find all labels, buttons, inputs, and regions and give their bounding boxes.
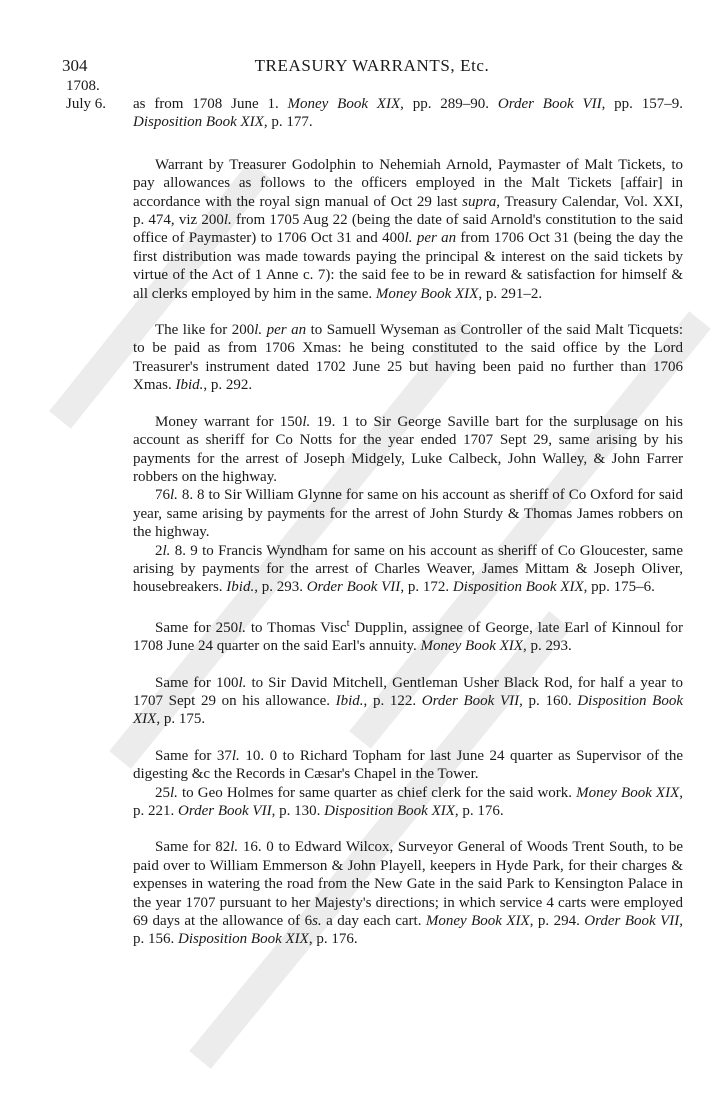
paragraph-warrant-arnold: Warrant by Treasurer Godolphin to Nehemiah Arnold, Paymaster of Malt Tickets, to pay allowances as follows to the officers employed in the Malt Tickets [affair] in accordance with the royal sign manual of Oct 29 last supra, Treasury Calendar, Vol. XXI, p. 474, viz 200l. from 1705 Aug 22 (being the date of said Arnold's constitution to the said office of Paymaster) to 1706 Oct 31 and 400l. per an from 1706 Oct 31 (being the day the first distribution was made towards paying the principal & interest on the said tickets by virtue of the Act of 1 Anne c. 7): the said fee to be in reward & satisfaction for himself & all clerks employed by him in the same. Money Book XIX, p. 291–2.: [133, 156, 683, 302]
paragraph-saville: Money warrant for 150l. 19. 1 to Sir George Saville bart for the surplusage on his account as sheriff for Co Notts for the year ended 1707 Sept 29, same arising by his payments for the arrest of Joseph Midgely, Luke Calbeck, John Walley, & John Farrer robbers on the highway.: [133, 413, 684, 485]
paragraph-continuation: as from 1708 June 1. Money Book XIX, pp. 289–90. Order Book VII, pp. 157–9. Disposition Book XIX, p. 177.: [133, 96, 684, 131]
paragraph-wyndham: 2l. 8. 9 to Francis Wyndham for same on his account as sheriff of Co Gloucester, same arising by payments for the arrest of Charles Weaver, James Mittam & Joseph Oliver, housebreakers. Ibid., p. 293. Order Book VII, p. 172. Disposition Book XIX, pp. 175–6.: [133, 542, 683, 596]
margin-date: July 6.: [66, 96, 107, 112]
paragraph-mitchell: Same for 100l. to Sir David Mitchell, Gentleman Usher Black Rod, for half a year to 1707 Sept 29 on his allowance. Ibid., p. 122. Order Book VII, p. 160. Disposition Book XIX, p. 175.: [133, 674, 683, 728]
page-number: 304: [62, 56, 88, 75]
paragraph-holmes: 25l. to Geo Holmes for same quarter as chief clerk for the said work. Money Book XIX, p. 221. Order Book VII, p. 130. Disposition Book XIX, p. 176.: [133, 784, 683, 819]
paragraph-glynne: 76l. 8. 8 to Sir William Glynne for same on his account as sheriff of Co Oxford for said year, same arising by payments for the arrest of John Sturdy & Thomas James robbers on the highway.: [133, 487, 683, 541]
paragraph-wilcox: Same for 82l. 16. 0 to Edward Wilcox, Surveyor General of Woods Trent South, to be paid over to William Emmerson & John Playell, keepers in Hyde Park, for their charges & expenses in watering the road from the New Gate in the said Park to Kensington Palace in the year 1707 pursuant to her Majesty's directions; in which service 4 carts were employed 69 days at the allowance of 6s. a day each cart. Money Book XIX, p. 294. Order Book VII, p. 156. Disposition Book XIX, p. 176.: [133, 839, 683, 948]
margin-year: 1708.: [66, 78, 100, 94]
paragraph-dupplin: Same for 250l. to Thomas Visc$^t$ Dupplin, assignee of George, late Earl of Kinnoul for 1708 June 24 quarter on the said Earl's annuity. Money Book XIX, p. 293.: [133, 617, 684, 655]
running-head: TREASURY WARRANTS, Etc.: [254, 56, 490, 75]
paragraph-wyseman: The like for 200l. per an to Samuell Wyseman as Controller of the said Malt Ticquets: to be paid as from 1706 Xmas: he being constituted to the said office by the Lord Treasurer's instrument dated 1702 June 25 but having been paid no further than 1706 Xmas. Ibid., p. 292.: [133, 322, 683, 394]
paragraph-topham: Same for 37l. 10. 0 to Richard Topham for last June 24 quarter as Supervisor of the digesting &c the Records in Cæsar's Chapel in the Tower.: [133, 747, 683, 783]
body-text: [133, 95, 683, 949]
page-header: [62, 56, 682, 78]
